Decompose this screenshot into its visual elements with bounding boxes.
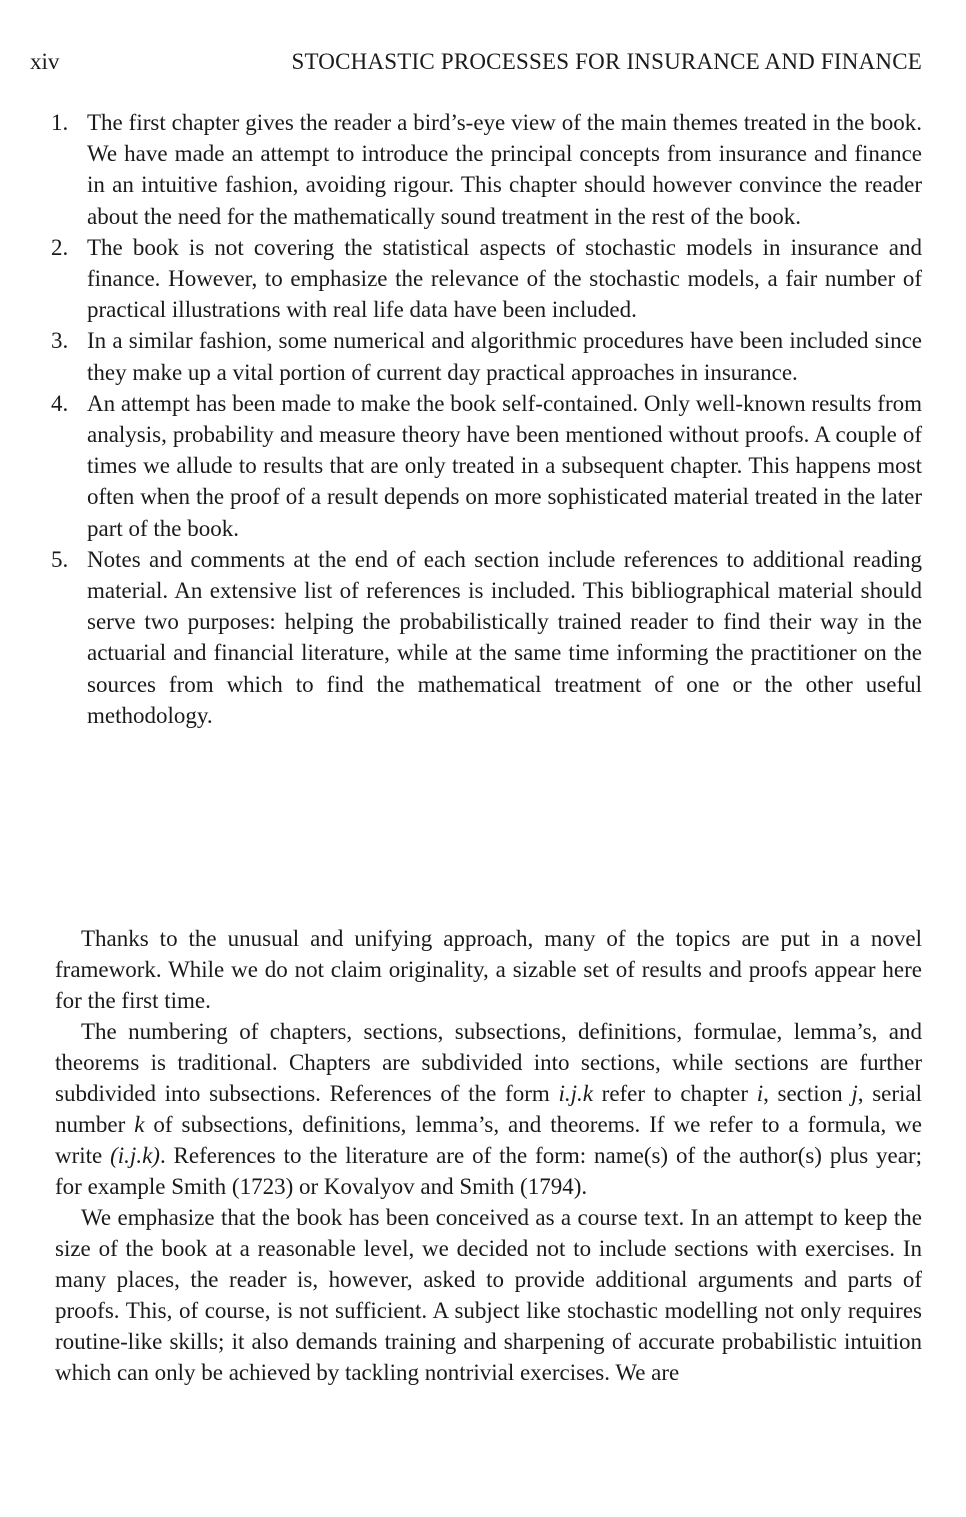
math-k: k (134, 1112, 145, 1137)
page-number: xiv (30, 49, 60, 74)
text-run: The numbering of chapters, sections, subsections, definitions, formulae, lemma’s, and theorems is traditional. Chapters are subdivided into sections, while sections are further subdivided into subsections. References of the form (55, 1019, 922, 1106)
math-j: j (851, 1081, 858, 1106)
numbered-list (30, 107, 922, 731)
list-item-number: 1. (51, 110, 69, 135)
list-item-number: 4. (51, 390, 69, 416)
math-ijk: i.j.k (558, 1081, 593, 1106)
list-item-text: In a similar fashion, some numerical and algorithmic procedures have been included since they make up a vital portion of current day practical approaches in insurance. (87, 328, 922, 385)
list-item-number: 5. (51, 546, 69, 572)
paragraph-numbering (55, 1016, 922, 1202)
text-run: , section (763, 1081, 852, 1106)
text-run: refer to chapter (592, 1081, 757, 1106)
list-item-number: 2. (51, 234, 69, 260)
running-head (30, 46, 922, 78)
list-item (30, 107, 922, 232)
text-run: . References to the literature are of the form: name(s) of the author(s) plus year; for example Smith (1723) or Kovalyov and Smith (1794). (55, 1143, 922, 1199)
list-item-text: An attempt has been made to make the book self-contained. Only well-known results from analysis, probability and measure theory have been mentioned without proofs. A couple of times we allude to results that are only treated in a subsequent chapter. This happens most often when the proof of a result depends on more sophisticated material treated in the later part of the book. (87, 390, 922, 541)
list-item-number: 3. (51, 328, 69, 354)
paragraph-course-text: We emphasize that the book has been conceived as a course text. In an attempt to keep the size of the book at a reasonable level, we decided not to include sections with exercises. In many places, the reader is, however, asked to provide additional arguments and parts of proofs. This, of course, is not sufficient. A subject like stochastic modelling not only requires routine-like skills; it also demands training and sharpening of accurate probabilistic intuition which can only be achieved by tackling nontrivial exercises. We are (55, 1205, 922, 1385)
list-item (30, 325, 922, 387)
list-item-text: The first chapter gives the reader a bird’s-eye view of the main themes treated in the book. We have made an attempt to introduce the principal concepts from insurance and finance in an intuitive fashion, avoiding rigour. This chapter should however convince the reader about the need for the mathematically sound treatment in the rest of the book. (87, 110, 922, 229)
math-formula-ref: (i.j.k) (110, 1143, 160, 1168)
text-run: of subsections, definitions, lemma’s, and theorems. If we refer to a formula, we write (55, 1112, 922, 1168)
list-item-text: The book is not covering the statistical aspects of stochastic models in insurance and finance. However, to emphasize the relevance of the stochastic models, a fair number of practical illustrations with real life data have been included. (87, 234, 922, 323)
running-title: STOCHASTIC PROCESSES FOR INSURANCE AND FINANCE (291, 49, 922, 74)
list-item-text: Notes and comments at the end of each section include references to additional reading material. An extensive list of references is included. This bibliographical material should serve two purposes: helping the probabilistically trained reader to find their way in the actuarial and financial literature, while at the same time informing the practitioner on the sources from which to find the mathematical treatment of one or the other useful methodology. (87, 546, 922, 728)
body-text (55, 923, 922, 1388)
list-item (30, 544, 922, 731)
list-item (30, 232, 922, 326)
text-run: , serial number (55, 1081, 922, 1137)
math-i: i (756, 1081, 764, 1106)
paragraph-originality: Thanks to the unusual and unifying approach, many of the topics are put in a novel framework. While we do not claim originality, a sizable set of results and proofs appear here for the first time. (55, 926, 922, 1013)
list-item (30, 388, 922, 544)
